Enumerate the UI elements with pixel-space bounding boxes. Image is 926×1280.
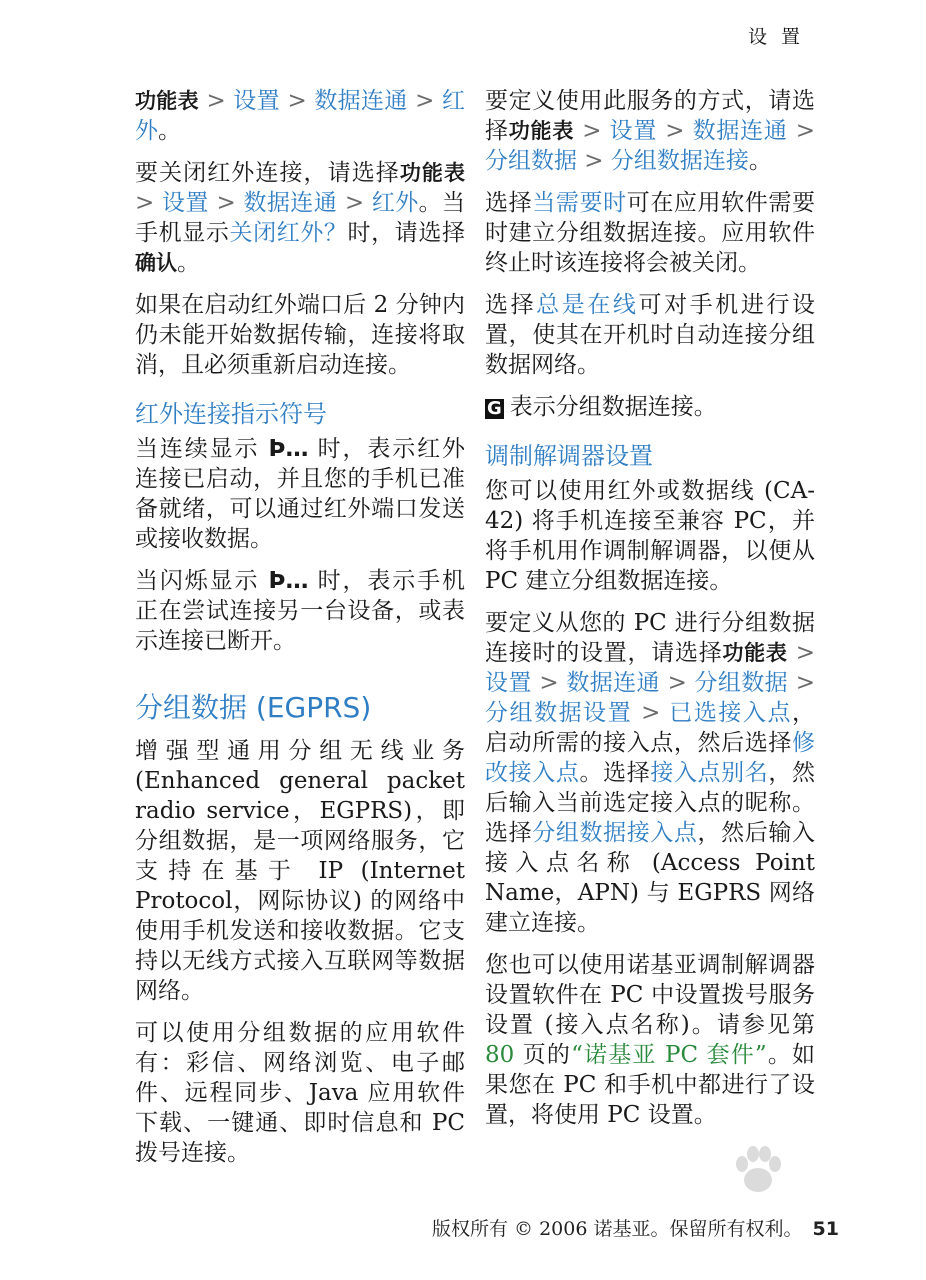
pc-suite-reference: “诺基亚 PC 套件” <box>571 1042 767 1068</box>
punctuation: 。 <box>177 250 200 276</box>
option-when-needed: 当需要时 <box>532 190 627 216</box>
menu-item-settings: 设置 <box>161 190 209 216</box>
packet-data-icon: G <box>487 398 502 419</box>
page-footer <box>432 1214 839 1241</box>
menu-item-connectivity: 数据连通 <box>243 190 338 216</box>
text: 可在应用软件需要时建立分组数据连接。应用软件终止时该连接将会被关闭。 <box>485 190 816 276</box>
menu-item-packet-data-settings: 分组数据设置 <box>485 700 633 726</box>
menu-label: 功能表 <box>722 641 788 665</box>
paragraph-menu-path-infrared <box>135 86 465 146</box>
text: 。当手机显示 <box>135 190 466 246</box>
page-number: 51 <box>812 1218 839 1240</box>
separator: > <box>657 118 693 144</box>
menu-item-settings: 设置 <box>233 88 280 114</box>
separator: > <box>198 88 234 114</box>
text: 。选择 <box>579 760 651 786</box>
heading-modem-settings: 调制解调器设置 <box>485 442 653 470</box>
paragraph-close-infrared <box>135 158 465 278</box>
menu-label: 功能表 <box>508 119 575 143</box>
baidu-watermark <box>670 1140 870 1220</box>
text: 选择 <box>485 292 537 318</box>
paragraph-pc-suite <box>485 950 815 1130</box>
heading-egprs: 分组数据 (EGPRS) <box>135 691 372 724</box>
text: ，然后输入当前选定接入点的昵称。选择 <box>485 760 816 846</box>
menu-item-settings: 设置 <box>609 118 658 144</box>
separator: > <box>279 88 315 114</box>
text: 时，表示手机正在尝试连接另一台设备，或表示连接已断开。 <box>135 568 466 654</box>
menu-item-packet-data: 分组数据 <box>485 148 577 174</box>
paragraph-define-service <box>485 86 815 176</box>
menu-item-settings: 设置 <box>485 670 532 696</box>
punctuation: 。 <box>748 148 772 174</box>
option-edit-access-point: 修改接入点 <box>485 730 815 786</box>
text: 可对手机进行设置，使其在开机时自动连接分组数据网络。 <box>485 292 816 378</box>
copyright-text: 版权所有 © 2006 诺基亚。保留所有权利。 <box>432 1218 803 1240</box>
menu-item-packet-data: 分组数据 <box>694 670 789 696</box>
heading-infrared-indicator: 红外连接指示符号 <box>135 400 327 428</box>
option-packet-data-access-point: 分组数据接入点 <box>532 820 698 846</box>
text: 您也可以使用诺基亚调制解调器设置软件在 PC 中设置拨号服务设置 (接入点名称)。请参见第 <box>485 952 815 1038</box>
infrared-indicator-icon: Þ… <box>268 568 309 594</box>
paragraph-when-needed <box>485 188 815 278</box>
menu-item-infrared: 红外 <box>371 190 419 216</box>
menu-item-active-access-point: 已选接入点 <box>669 700 793 726</box>
separator: > <box>787 640 815 666</box>
confirm-label: 确认 <box>135 251 177 275</box>
menu-item-connectivity: 数据连通 <box>314 88 408 114</box>
separator: > <box>531 670 567 696</box>
text: 表示分组数据连接。 <box>509 394 717 420</box>
text: 时，表示红外连接已启动，并且您的手机已准备就绪，可以通过红外端口发送或接收数据。 <box>135 436 466 552</box>
text: ，然后输入接入点名称 (Access Point Name，APN) 与 EGPRS 网络建立连接。 <box>485 820 816 936</box>
menu-label: 功能表 <box>399 161 466 185</box>
text: 要定义使用此服务的方式，请选择 <box>485 88 815 144</box>
menu-item-connectivity: 数据连通 <box>566 670 660 696</box>
text: ，启动所需的接入点，然后选择 <box>485 700 816 756</box>
menu-item-connectivity: 数据连通 <box>692 118 788 144</box>
paragraph-packet-icon <box>485 392 815 422</box>
text: 页的 <box>514 1042 572 1068</box>
separator: > <box>659 670 695 696</box>
paragraph-indicator-steady <box>135 434 465 554</box>
page-reference: 80 <box>485 1042 515 1068</box>
separator: > <box>574 118 610 144</box>
paragraph-timeout: 如果在启动红外端口后 2 分钟内仍未能开始数据传输，连接将取消，且必须重新启动连接。 <box>135 292 465 378</box>
prompt-close-infrared: 关闭红外？ <box>229 220 348 246</box>
option-access-point-alias: 接入点别名 <box>650 760 769 786</box>
section-header: 设 置 <box>747 26 804 48</box>
separator: > <box>337 190 372 216</box>
left-column <box>135 86 465 1180</box>
right-column <box>485 86 815 1142</box>
separator: > <box>407 88 442 114</box>
menu-item-infrared: 红外 <box>135 88 465 144</box>
separator: > <box>632 700 670 726</box>
text: 时，请选择 <box>347 220 466 246</box>
paragraph-always-online <box>485 290 815 380</box>
text: 要关闭红外连接，请选择 <box>135 160 400 186</box>
menu-label: 功能表 <box>135 89 199 113</box>
text: 当连续显示 <box>135 436 269 462</box>
paragraph-modem-intro: 您可以使用红外或数据线 (CA-42) 将手机连接至兼容 PC，并将手机用作调制解调器，以便从 PC 建立分组数据连接。 <box>485 478 815 594</box>
punctuation: 。 <box>158 118 181 144</box>
paw-icon <box>728 1140 788 1200</box>
text: 。如果您在 PC 和手机中都进行了设置，将使用 PC 设置。 <box>485 1042 816 1128</box>
infrared-indicator-icon: Þ… <box>268 436 309 462</box>
text: 当闪烁显示 <box>135 568 269 594</box>
paragraph-modem-define <box>485 608 815 938</box>
option-always-online: 总是在线 <box>536 292 639 318</box>
text: 选择 <box>485 190 533 216</box>
menu-item-packet-data-connection: 分组数据连接 <box>610 148 749 174</box>
separator: > <box>787 118 816 144</box>
separator: > <box>577 148 611 174</box>
separator: > <box>788 670 815 696</box>
paragraph-egprs-apps: 可以使用分组数据的应用软件有：彩信、网络浏览、电子邮件、远程同步、Java 应用软件下载、一键通、即时信息和 PC 拨号连接。 <box>135 1020 465 1166</box>
text: 要定义从您的 PC 进行分组数据连接时的设置，请选择 <box>485 610 815 666</box>
paragraph-indicator-blinking <box>135 566 465 656</box>
separator: > <box>208 190 244 216</box>
separator: > <box>135 190 162 216</box>
paragraph-egprs-intro: 增强型通用分组无线业务 (Enhanced general packet radio service，EGPRS)，即分组数据，是一项网络服务，它支持在基于 IP (Internet Protocol，网际协议) 的网络中使用手机发送和接收数据。它支持以无线方式接入互联网等数据网络。 <box>135 738 465 1004</box>
